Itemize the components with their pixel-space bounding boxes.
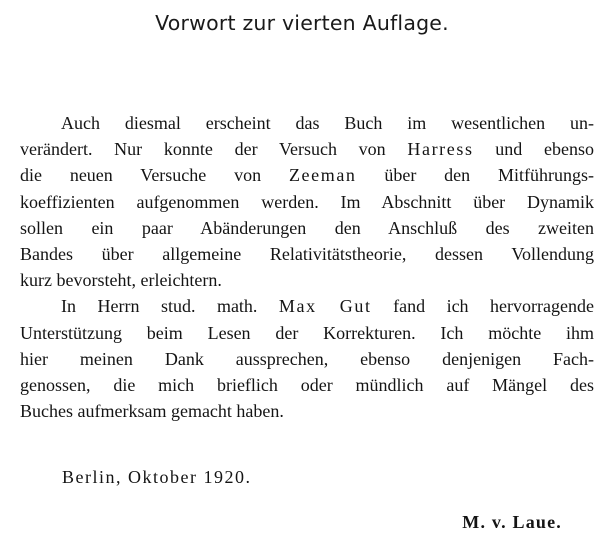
- text-span: über den Mitführungs-: [356, 165, 594, 186]
- text-line: genossen, die mich brieflich oder mündlich auf Mängel des: [20, 374, 594, 395]
- person-name: Harress: [407, 139, 474, 160]
- text-span: In Herrn stud. math.: [61, 296, 279, 317]
- text-span: verändert. Nur konnte der Versuch von: [20, 139, 408, 160]
- text-line: [20, 162, 594, 188]
- text-line: koeffizienten aufgenommen werden. Im Abschnitt über Dynamik: [20, 191, 594, 212]
- text-line: kurz bevorsteht, erleichtern.: [20, 270, 222, 291]
- paragraph-2: [20, 293, 594, 424]
- page-heading: Vorwort zur vierten Auflage.: [155, 11, 449, 35]
- text-span: fand ich hervorragende: [371, 296, 594, 317]
- preface-body: [20, 110, 594, 424]
- text-line: Buches aufmerksam gemacht haben.: [20, 401, 284, 422]
- person-name: Zeeman: [288, 165, 357, 186]
- paragraph-1: [20, 110, 594, 293]
- text-span: die neuen Versuche von: [20, 165, 289, 186]
- text-line: hier meinen Dank aussprechen, ebenso denjenigen Fach-: [20, 348, 594, 369]
- text-line: Bandes über allgemeine Relativitätstheorie, dessen Vollendung: [20, 243, 594, 264]
- person-name: Max Gut: [278, 296, 372, 317]
- text-line: [20, 136, 594, 162]
- text-span: und ebenso: [473, 139, 594, 160]
- text-line: sollen ein paar Abänderungen den Anschluß des zweiten: [20, 217, 594, 238]
- text-line: Unterstützung beim Lesen der Korrekturen. Ich möchte ihm: [20, 322, 594, 343]
- dateline: Berlin, Oktober 1920.: [62, 467, 252, 487]
- text-line: Auch diesmal erscheint das Buch im wesentlichen un-: [61, 113, 594, 133]
- text-line: [20, 293, 594, 319]
- author-signature: M. v. Laue.: [462, 512, 562, 532]
